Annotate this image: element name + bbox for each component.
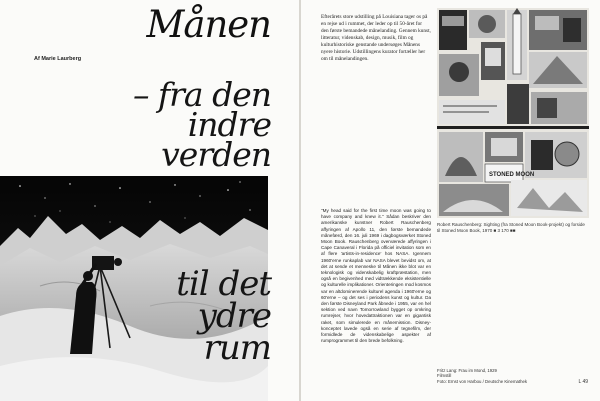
subtitle-line: – fra den [132, 75, 271, 114]
right-page [301, 0, 600, 401]
intro-text: Efterårets store udstilling på Louisiana tager os på en rejse ud i rummet, der leder op til 50-året for den første bemandede månelanding. Gennem kunst, litteratur, videnskab, design, musik, film og kulturhistoriske genstande undersøges Månens nyere historie. Udstillingens kurator fortæller her om til månelandingen. [321, 14, 431, 62]
subtitle-line: verden [161, 135, 271, 174]
page-number: L 49 [578, 379, 588, 385]
title-line: ydre [197, 296, 271, 336]
photo-credit [437, 368, 557, 384]
credit-line: Foto: Ernst von Harbou / Deutsche Kinemathek [437, 378, 528, 384]
article-title: Månen [146, 3, 271, 46]
left-page [0, 0, 299, 401]
rauschenberg-collage [437, 8, 589, 218]
article-subtitle [132, 75, 271, 174]
svg-text:STONED MOON: STONED MOON [489, 172, 535, 178]
collage-caption: Robert Rauschenberg: Sighting (fra Stoned Moon Book-projekt) og forside til Stoned Moon Book, 1970 ■ 3 170 ■■ [437, 222, 585, 233]
title-line: til det [176, 264, 271, 304]
title-line: rum [203, 328, 271, 368]
credit-line: Filmstill [437, 373, 452, 379]
article-title-continued [176, 264, 271, 368]
credit-line: Fritz Lang: Frau im Mond, 1929 [437, 368, 497, 373]
byline: Af Marie Laurberg [34, 56, 82, 62]
body-text: "My head said for the first time moon was going to have company and knew it." Sådan beskriver den amerikanske kunstner Robert Rauschenberg affyringen af Apollo 11, den første bemandede månefærd, den 16. juli 1969 i dagbogsværket Stoned Moon Book. Rauschenberg overværede affyringen i Cape Canaveral i Florida på officiel invitation som en af flere 'artists-in-residence' hos NASA. Igennem 1960'erne runkaplab var NASA blevet bevidst om, at det at sende et menneske til Månen ikke blot var en teknologisk og videnskabelig kraftpræstation, men også en begivenhed med vidtrækkende eksistentielle og kulturelle implikationer. Orienteringen mod kosmos var en altdominerende kulturel agenda i 1960'erne og 60'erne – og det ses i periodens kunst og kultur. Da den første Disneyland Park åbnede i 1955, var en hel sektion ved navn Tomorrowland bygget op omkring rumrejser, hvor hovedattraktionen var en gigantisk raket, som simulerede en månemission. Disney-konceptet lavede også en serie af tegnefilm, der formidlede de videnskabelige aspekter af rumprogrammet til den brede befolkning. [321, 208, 431, 344]
subtitle-line: indre [187, 105, 271, 144]
